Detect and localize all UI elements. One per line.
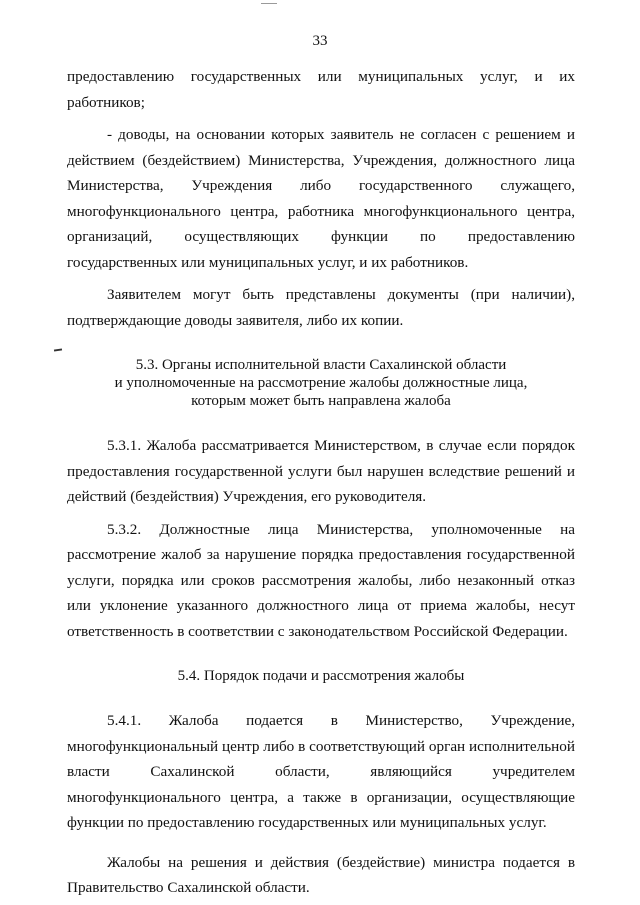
page-number: 33	[312, 33, 328, 49]
paragraph-5-3-2: 5.3.2. Должностные лица Министерства, уполномоченные на рассмотрение жалоб за нарушение порядка предоставления государственной услуги, порядка или сроков рассмотрения жалобы, либо незаконный отказ или уклонение указанного должностного лица от приема жалобы, несут ответственность в соответствии с законодательством Российской Федерации.	[67, 520, 575, 640]
paragraph-continuation: предоставлению государственных или муниципальных услуг, и их работников;	[67, 68, 575, 111]
document-body	[67, 64, 575, 901]
heading-line: и уполномоченные на рассмотрение жалобы должностные лица,	[114, 375, 528, 391]
section-heading-5-4: 5.4. Порядок подачи и рассмотрения жалобы	[177, 668, 465, 684]
paragraph-minister-complaints: Жалобы на решения и действия (бездействие) министра подается в Правительство Сахалинской области.	[67, 853, 575, 896]
paragraph-arguments: - доводы, на основании которых заявитель не согласен с решением и действием (бездействием) Министерства, Учреждения, должностного лица Министерства, Учреждения либо государственного служащего, многофункционального центра, работника многофункционального центра, организаций, осуществляющих функции по предоставлению государственных или муниципальных услуг, и их работников.	[67, 126, 575, 271]
section-heading-5-3	[67, 356, 575, 410]
scan-artifact-left	[54, 348, 62, 351]
heading-line: 5.3. Органы исполнительной власти Сахалинской области	[135, 357, 507, 373]
heading-line: которым может быть направлена жалоба	[191, 393, 451, 409]
paragraph-documents: Заявителем могут быть представлены документы (при наличии), подтверждающие доводы заявителя, либо их копии.	[67, 286, 575, 329]
scan-artifact-top	[261, 3, 277, 4]
paragraph-5-4-1: 5.4.1. Жалоба подается в Министерство, Учреждение, многофункциональный центр либо в соответствующий орган исполнительной власти Сахалинской области, являющийся учредителем многофункционального центра, а также в организации, осуществляющие функции по предоставлению государственных или муниципальных услуг.	[67, 712, 575, 831]
paragraph-5-3-1: 5.3.1. Жалоба рассматривается Министерством, в случае если порядок предоставления государственной услуги был нарушен вследствие решений и действий (бездействия) Учреждения, его руководителя.	[67, 437, 575, 505]
